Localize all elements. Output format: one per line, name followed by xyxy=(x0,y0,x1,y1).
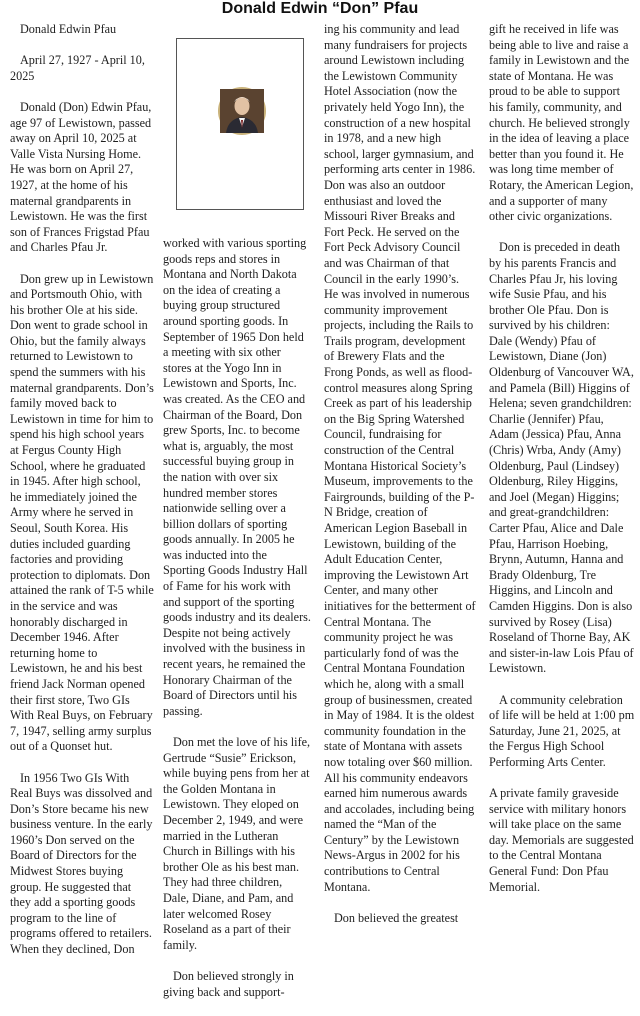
paragraph-graveside: A private family graveside service with military honors will take place on the same day. Memorials are suggested to the Central Montana General Fund: Don Pfau Memorial. xyxy=(489,786,634,894)
paragraph-marriage: Don met the love of his life, Gertrude “Susie” Erickson, while buying pens from her at the Golden Montana in Lewistown. They eloped on December 2, 1949, and were married in the Lutheran Church in Billings with his brother Ole as his best man. They had three children, Dale, Diane, and Pam, and later welcomed Rosey Roseland as a part of their family. xyxy=(163,735,311,952)
paragraph-business-start: In 1956 Two GIs With Real Buys was dissolved and Don’s Store became his new business venture. In the early 1960’s Don served on the Board of Directors for the Midwest Stores buying group. He suggested that they add a sporting goods program to the line of programs offered to retailers. When they declined, Don xyxy=(10,770,153,957)
paragraph-survivors: Don is preceded in death by his parents Francis and Charles Pfau Jr, his loving wife Susie Pfau, and his brother Ole Pfau. Don is survived by his children: Dale (Wendy) Pfau of Lewistown, Diane (Jon) Oldenburg of Vancouver WA, and Pamela (Bill) Higgins of Helena; seven grandchildren: Charlie (Jennifer) Pfau, Adam (Jessica) Pfau, Anna (Chris) Wrba, Andy (Amy) Oldenburg, Paul (Lindsey) Oldenburg, Riley Higgins, and Joel (Megan) Higgins; and great-grandchildren: Carter Pfau, Alice and Dale Pfau, Harrison Hoebing, Brynn, Autumn, Hanna and Brady Oldenburg, Tre Higgins, and Lincoln and Camden Higgins. Don is also survived by Rosey (Lisa) Roseland of Thorne Bay, AK and sister-in-law Lois Pfau of Lewistown. xyxy=(489,240,634,676)
paragraph-giving-back: Don believed strongly in giving back and support- xyxy=(163,968,294,999)
paragraph-intro: Donald (Don) Edwin Pfau, age 97 of Lewistown, passed away on April 10, 2025 at Valle Vista Nursing Home. He was born on April 27, 1927, at the home of his maternal grandparents in Lewistown. He was the first son of Frances Frigstad Pfau and Charles Pfau Jr. xyxy=(10,99,152,255)
paragraph-early-life: Don grew up in Lewistown and Portsmouth Ohio, with his brother Ole at his side. Don went to grade school in Ohio, but the family always returned to Lewistown to spend the summers with his maternal grandparents. Don’s family moved back to Lewistown in time for him to spend his high school years at Fergus County High School, where he graduated in 1945. After high school, he immediately joined the Army where he served in Seoul, South Korea. His duties included guarding factories and providing protection to diplomats. Don attained the rank of T-5 while in the service and was honorably discharged in December 1946. After returning home to Lewistown, he and his best friend Jack Norman opened their first store, Two GIs With Real Buys, on February 7, 1947, selling army surplus out of a Quonset hut. xyxy=(10,271,154,754)
paragraph-celebration: A community celebration of life will be held at 1:00 pm Saturday, June 21, 2025, at the Fergus High School Performing Arts Center. xyxy=(489,692,635,769)
paragraph-community: ing his community and lead many fundraisers for projects around Lewistown including the Lewistown Community Hotel Association (now the privately held Yogo Inn), the construction of a new hospital in 1978, and a new high school, larger gymnasium, and performing arts center in 1986. Don was also an outdoor enthusiast and loved the Missouri River Breaks and Fort Peck. He served on the Fort Peck Advisory Council and was Chairman of that Council in the early 1990’s. He was involved in numerous community improvement projects, including the Rails to Trails program, development of Brewery Flats and the Frong Ponds, as well as flood-control measures along Spring Creek as part of his leadership on the Big Spring Watershed Council, fundraising for construction of the Central Montana Historical Society’s Museum, improvements to the Fairgrounds, building of the P-N Bridge, creation of American Legion Baseball in Lewistown, building of the Adult Education Center, improving the Lewistown Art Center, and many other initiatives for the betterment of Central Montana. The community project he was particularly fond of was the Central Montana Foundation which he, along with a small group of businessmen, created in May of 1984. It is the oldest community foundation in the state of Montana with assets now totaling over $60 million. All his community endeavors earned him numerous awards and accolades, including being named the “Man of the Century” by the Lewistown News-Argus in 2002 for his contributions to Central Montana. xyxy=(324,22,476,894)
column-3 xyxy=(324,22,476,958)
deceased-name: Donald Edwin Pfau xyxy=(20,22,117,36)
paragraph-sports-inc: worked with various sporting goods reps and stores in Montana and North Dakota on the idea of creating a buying group structured around sporting goods. In September of 1965 Don held a meeting with six other stores at the Yogo Inn in Lewistown and Sports, Inc. was created. As the CEO and Chairman of the Board, Don grew Sports, Inc. to become what is, arguably, the most successful buying group in the nation with over six hundred member stores nationwide selling over a billion dollars of sporting goods annually. In 2005 he was inducted into the Sporting Goods Industry Hall of Fame for his work with and support of the sporting goods industry and its dealers. Despite not being actively involved with the business in recent years, he remained the Honorary Chairman of the Board of Directors until his passing. xyxy=(163,236,311,718)
paragraph-civic: gift he received in life was being able to live and raise a family in Lewistown and the state of Montana. He was proud to be able to support his family, community, and church. He believed strongly in the idea of leaving a place better than you found it. He was long time member of Rotary, the American Legion, and a supporter of many other civic organizations. xyxy=(489,22,634,224)
obituary-title: Donald Edwin “Don” Pfau xyxy=(221,0,419,17)
paragraph-greatest-gift: Don believed the greatest xyxy=(334,910,459,925)
column-4 xyxy=(489,22,635,958)
column-1 xyxy=(10,22,154,958)
column-2 xyxy=(163,22,311,999)
life-dates: April 27, 1927 - April 10, 2025 xyxy=(10,53,145,83)
